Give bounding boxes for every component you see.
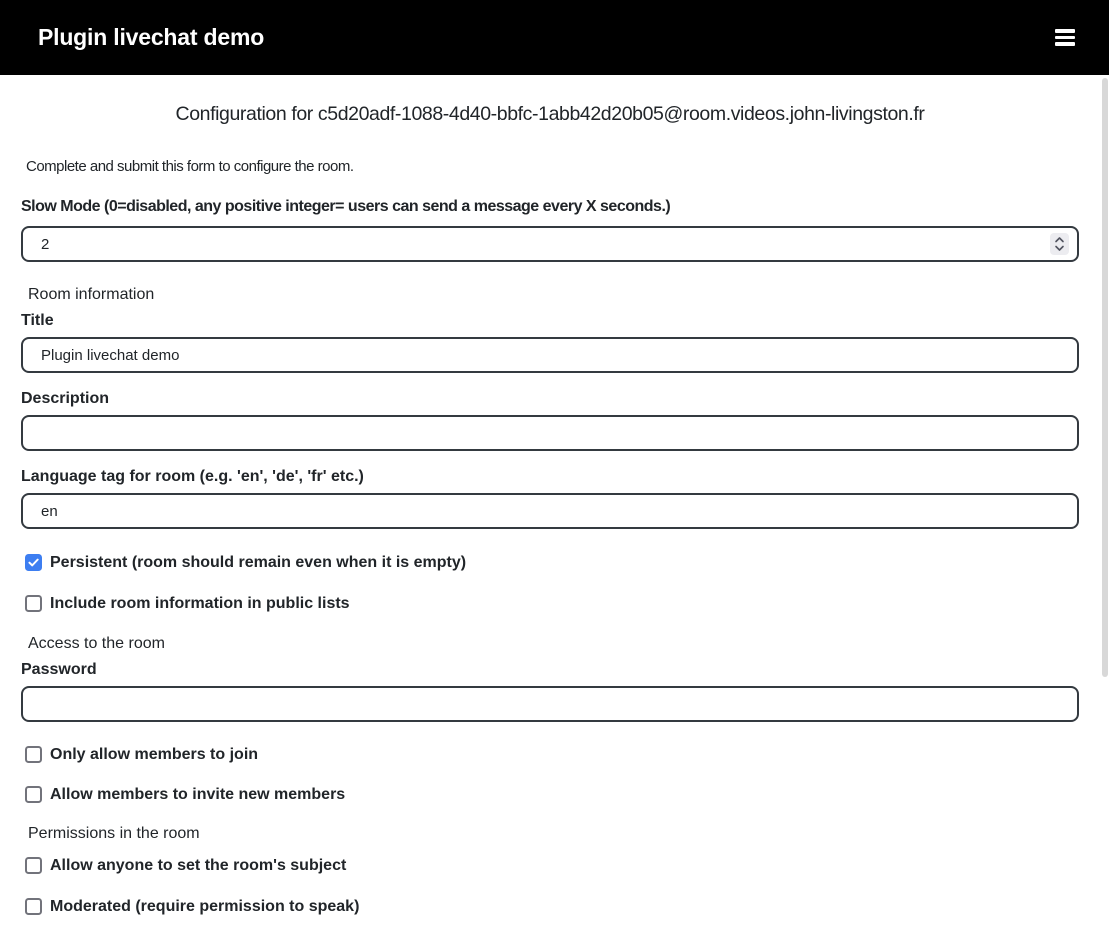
checkbox-box (25, 595, 42, 612)
scrollbar-thumb[interactable] (1102, 78, 1108, 677)
number-stepper[interactable] (1050, 233, 1069, 255)
section-room-information: Room information (28, 286, 155, 303)
checkbox-label: Persistent (room should remain even when it is empty) (50, 554, 467, 571)
checkbox-members-only[interactable] (25, 744, 1079, 765)
description-input[interactable] (21, 415, 1079, 451)
up-down-chevrons-icon (1054, 236, 1065, 252)
checkbox-label: Only allow members to join (50, 746, 259, 763)
checkbox-label: Moderated (require permission to speak) (50, 898, 360, 915)
title-label: Title (21, 312, 54, 329)
menu-button[interactable] (1055, 25, 1075, 50)
hamburger-icon (1055, 29, 1075, 46)
app-title: Plugin livechat demo (38, 24, 265, 50)
checkbox-label: Include room information in public lists (50, 595, 350, 612)
checkbox-public-list[interactable] (25, 593, 1079, 614)
checkbox-label: Allow members to invite new members (50, 786, 346, 803)
form-instructions: Complete and submit this form to configure the room. (26, 158, 354, 175)
checkbox-label: Allow anyone to set the room's subject (50, 857, 347, 874)
checkbox-box (25, 786, 42, 803)
checkbox-box (25, 857, 42, 874)
title-input[interactable] (21, 337, 1079, 373)
slow-mode-input[interactable] (21, 226, 1079, 262)
description-label: Description (21, 390, 110, 407)
checkbox-box (25, 746, 42, 763)
checkbox-moderated[interactable] (25, 896, 1079, 917)
checkbox-change-subject[interactable] (25, 855, 1079, 876)
language-input[interactable] (21, 493, 1079, 529)
checkbox-box (25, 554, 42, 571)
language-label: Language tag for room (e.g. 'en', 'de', 'fr' etc.) (21, 468, 364, 485)
checkbox-persistent[interactable] (25, 552, 1079, 573)
app-header (0, 0, 1109, 75)
slow-mode-field (21, 226, 1079, 262)
password-label: Password (21, 661, 97, 678)
room-config-form (0, 103, 1109, 917)
section-access: Access to the room (28, 635, 165, 652)
slow-mode-label: Slow Mode (0=disabled, any positive integer= users can send a message every X seconds.) (21, 198, 671, 215)
page-title: Configuration for c5d20adf-1088-4d40-bbfc-1abb42d20b05@room.videos.john-livingston.fr (175, 103, 925, 125)
password-input[interactable] (21, 686, 1079, 722)
checkbox-allow-invites[interactable] (25, 784, 1079, 805)
checkbox-box (25, 898, 42, 915)
section-permissions: Permissions in the room (28, 825, 200, 842)
check-icon (28, 558, 39, 567)
